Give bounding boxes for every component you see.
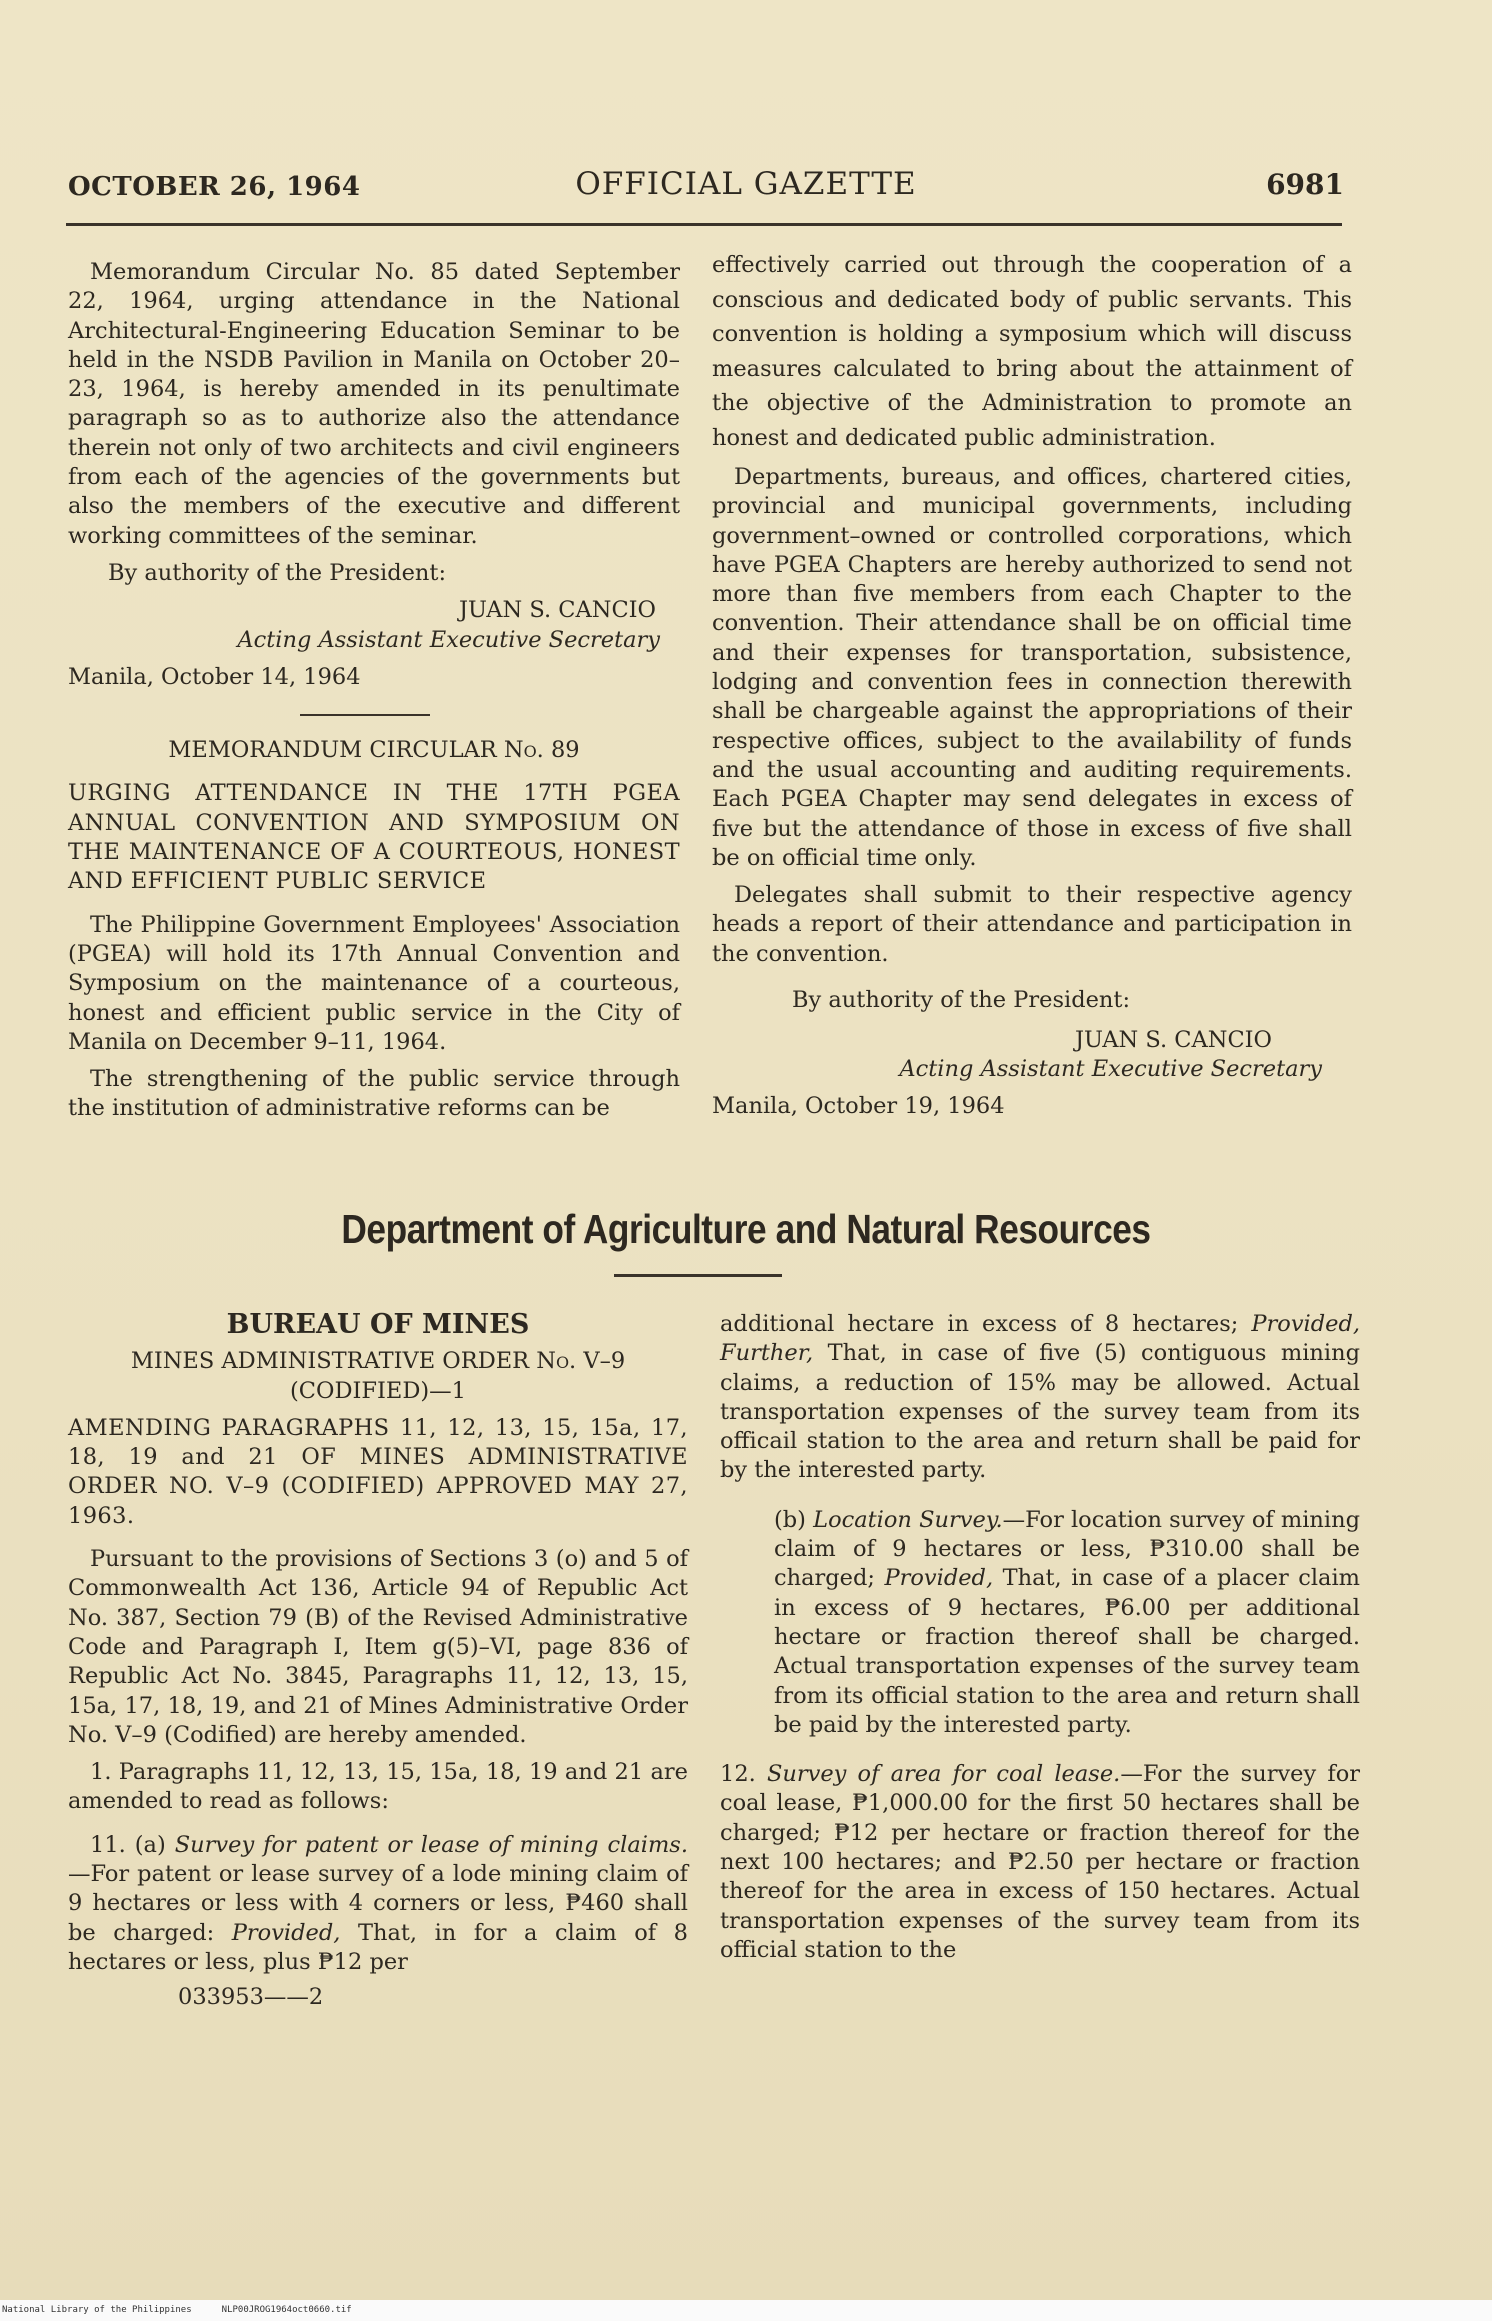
circular-subject <box>68 779 680 896</box>
text-run: additional hectare in excess of 8 hectares; <box>720 1311 1239 1337</box>
reform-paragraph: The strengthening of the public service through the institution of administrative reforms can be <box>68 1066 680 1122</box>
section-divider <box>300 714 430 716</box>
item-text: —For location survey of mining claim of 9 hectares or less, ₱310.00 shall be charged; <box>774 1506 1361 1592</box>
item-number: (b) <box>774 1506 806 1533</box>
provided-further: Provided, Further, <box>720 1311 1360 1367</box>
left-column-bottom <box>68 1310 688 2013</box>
authority-line: By authority of the President: <box>792 987 1131 1014</box>
amendment-paragraph: Memorandum Circular No. 85 dated September 22, 1964, urging attendance in the National Architectural-Engineering Education Seminar to be held in the NSDB Pavilion in Manila on October 20–23, 1964, is hereby amended in its penultimate paragraph so as to authorize also the attendance therein not only of two architects and civil engineers from each of the agencies of the governments but also the members of the executive and different working committees of the seminar. <box>68 259 680 549</box>
paragraph-12 <box>720 1760 1360 1965</box>
signer-name: JUAN S. CANCIO <box>459 597 656 624</box>
pursuant-paragraph: Pursuant to the provisions of Sections 3 (o) and 5 of Commonwealth Act 136, Article 94 of Republic Act No. 387, Section 79 (B) of the Revised Administrative Code and Paragraph I, Item g(5)–VI, page 836 of Republic Act No. 3845, Paragraphs 11, 12, 13, 15, 15a, 17, 18, 19, and 21 of Mines Administrative Order No. V–9 (Codified) are hereby amended. <box>68 1546 688 1748</box>
provided-word: Provided, <box>884 1565 994 1592</box>
item-title: Survey of area for coal lease. <box>766 1761 1121 1788</box>
library-credit: National Library of the Philippines <box>2 2305 192 2315</box>
provided-word: Provided, <box>231 1919 341 1946</box>
paragraphs-amended: 1. Paragraphs 11, 12, 13, 15, 15a, 18, 19 and 21 are amended to read as follows: <box>68 1759 688 1815</box>
header-rule <box>66 223 1342 226</box>
signer-title: Acting Assistant Executive Secretary <box>237 626 660 653</box>
pgea-paragraph: The Philippine Government Employees' Association (PGEA) will hold its 17th Annual Convention and Symposium on the maintenance of a courteous, honest and efficient public service in the City of Manila on December 9–11, 1964. <box>68 911 680 1055</box>
item-text-cont: That, in case of a placer claim in excess of 9 hectares, ₱6.00 per additional hectare or fraction thereof shall be charged. Actual transportation expenses of the survey team from its official station to the area and return shall be paid by the interested party. <box>774 1565 1360 1738</box>
department-rule <box>614 1274 782 1277</box>
item-number: 12. <box>720 1761 756 1788</box>
continued-paragraph <box>720 1310 1360 1486</box>
item-text: —For the survey for coal lease, ₱1,000.00 for the first 50 hectares shall be charged; ₱12 per hectare or fraction thereof for the next 100 hectares; and ₱2.50 per hectare or fraction thereof for the area in excess of 150 hectares. Actual transportation expenses of the survey team from its official station to the <box>720 1761 1361 1963</box>
department-title: Department of Agriculture and Natural Resources <box>341 1206 1151 1252</box>
paragraph-11a <box>68 1831 688 1977</box>
item-text: —For patent or lease survey of a lode mining claim of 9 hectares or less with 4 corners or less, ₱460 shall be charged: <box>68 1861 688 1946</box>
scan-footer <box>0 2300 1492 2321</box>
scan-filename: NLP00JROG1964oct0660.tif <box>221 2305 352 2315</box>
cooperation-paragraph: effectively carried out through the cooperation of a conscious and dedicated body of public servants. This convention is holding a symposium which will discuss measures calculated to bring about the attainment of the objective of the Administration to promote an honest and dedicated public administration. <box>712 252 1352 451</box>
item-number: 11. (a) <box>90 1831 166 1858</box>
departments-paragraph: Departments, bureaus, and offices, chartered cities, provincial and municipal governments, including government–owned or controlled corporations, which have PGEA Chapters are hereby authorized to send not more than five members from each Chapter to the convention. Their attendance shall be on official time and their expenses for transportation, subsistence, lodging and convention fees in connection therewith shall be chargeable against the appropriations of their respective offices, subject to the availability of funds and the usual accounting and auditing requirements. Each PGEA Chapter may send delegates in excess of five but the attendance of those in excess of five shall be on official time only. <box>712 464 1352 871</box>
text-run: That, in case of five (5) contiguous mining claims, a reduction of 15% may be allowed. Actual transportation expenses of the survey team from its officail station to the area and return shall be paid for by the interested party. <box>720 1340 1361 1484</box>
signer-name: JUAN S. CANCIO <box>1075 1026 1272 1053</box>
order-subheading: (CODIFIED)—1 <box>290 1377 466 1404</box>
header-title: OFFICIAL GAZETTE <box>575 166 917 202</box>
item-text-cont: That, in for a claim of 8 hectares or less, plus ₱12 per <box>68 1919 688 1975</box>
circular-subject-text: URGING ATTENDANCE IN THE 17TH PGEA ANNUAL CONVENTION AND SYMPOSIUM ON THE MAINTENANCE OF A COURTEOUS, HONEST AND EFFICIENT PUBLIC SERVICE <box>68 780 680 895</box>
place-date: Manila, October 19, 1964 <box>712 1093 1005 1120</box>
header-date: OCTOBER 26, 1964 <box>68 172 361 202</box>
delegates-paragraph: Delegates shall submit to their respective agency heads a report of their attendance and participation in the convention. <box>712 882 1352 967</box>
circular-heading: MEMORANDUM CIRCULAR No. 89 <box>168 737 580 764</box>
place-date: Manila, October 14, 1964 <box>68 663 361 690</box>
signer-title: Acting Assistant Executive Secretary <box>899 1055 1322 1082</box>
bureau-heading: BUREAU OF MINES <box>226 1309 530 1340</box>
authority-line: By authority of the President: <box>108 559 447 586</box>
right-column-bottom <box>720 1310 1360 1965</box>
paragraph-11b <box>720 1506 1360 1740</box>
item-title: Location Survey. <box>813 1506 1003 1533</box>
footnote-code: 033953——2 <box>178 1984 324 2011</box>
right-column-top <box>712 248 1352 1121</box>
item-title: Survey for patent or lease of mining claims. <box>174 1831 689 1858</box>
header-page-number: 6981 <box>1266 168 1344 201</box>
left-column-top <box>68 258 680 1124</box>
order-heading: MINES ADMINISTRATIVE ORDER No. V–9 <box>130 1348 626 1375</box>
order-subject: AMENDING PARAGRAPHS 11, 12, 13, 15, 15a, 17, 18, 19 and 21 OF MINES ADMINISTRATIVE ORDER NO. V–9 (CODIFIED) APPROVED MAY 27, 1963. <box>68 1414 688 1529</box>
